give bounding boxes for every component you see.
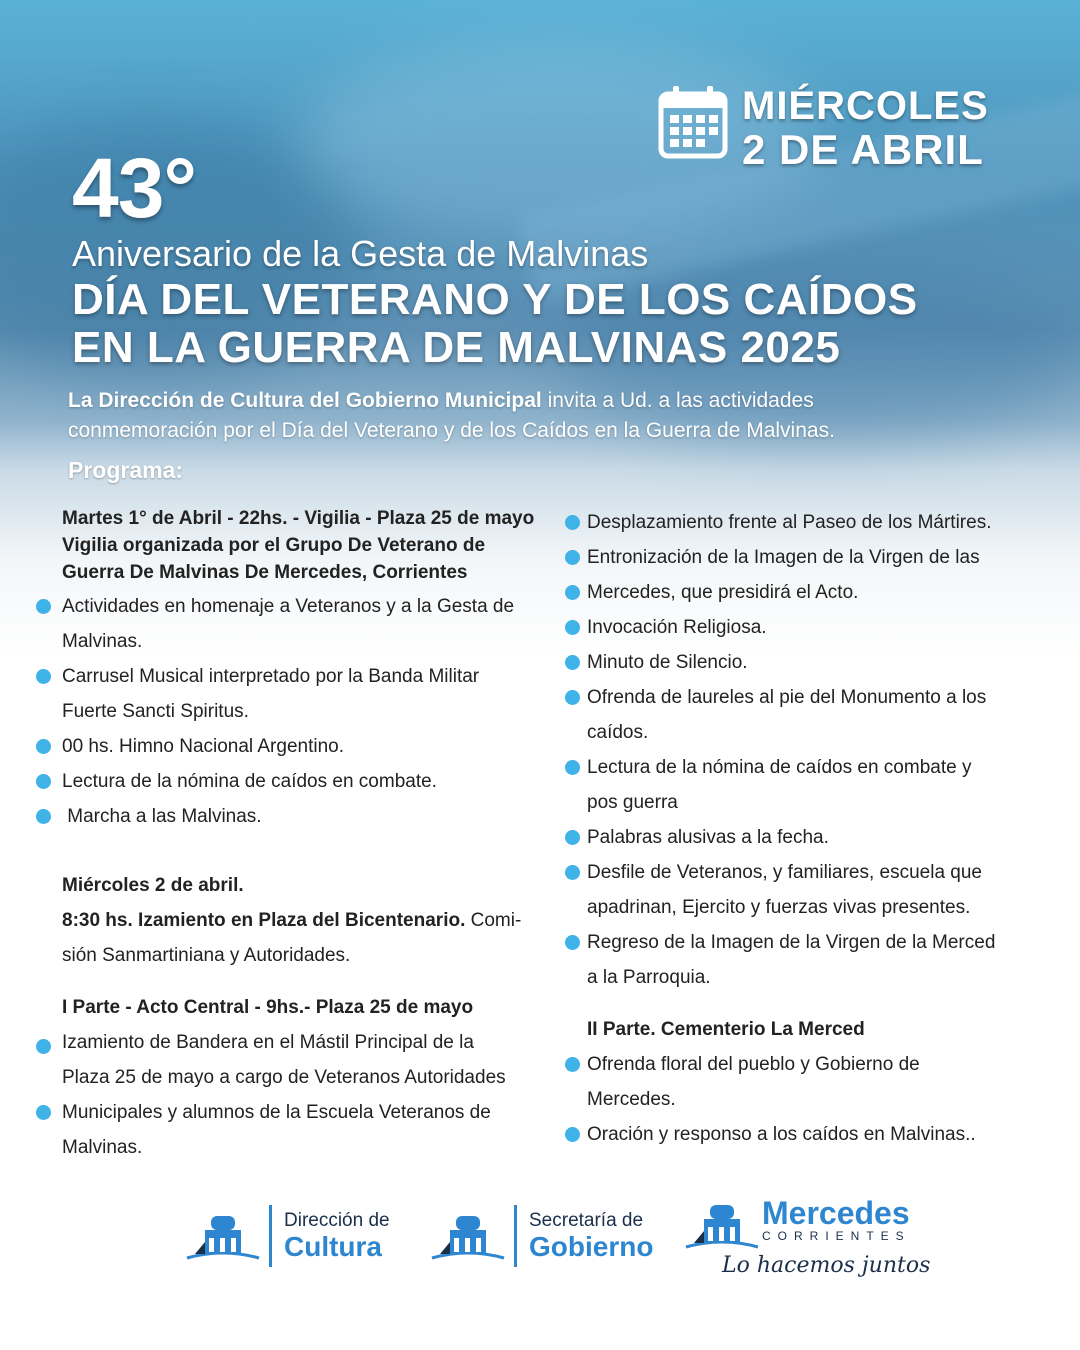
list-item-text: Palabras alusivas a la fecha. (587, 827, 829, 848)
list-item-text: Marcha a las Malvinas. (62, 806, 262, 827)
bullet-icon (36, 739, 51, 754)
bullet-icon (36, 1039, 51, 1054)
logo-text-small: Secretaría de (529, 1210, 644, 1231)
bullet-icon (36, 669, 51, 684)
date-day: 2 DE ABRIL (742, 126, 984, 173)
list-item-text: apadrinan, Ejercito y fuerzas vivas presentes. (587, 897, 971, 918)
list-item-text: Mercedes, que presidirá el Acto. (587, 582, 859, 603)
list-item (62, 1025, 562, 1095)
logo-text-big: Gobierno (529, 1231, 654, 1262)
list-item-text: Actividades en homenaje a Veteranos y a la Gesta de (62, 596, 515, 617)
divider (269, 1205, 272, 1267)
list-item-text: Entronización de la Imagen de la Virgen de las (587, 547, 980, 568)
bullet-icon (36, 599, 51, 614)
calendar-icon (658, 84, 728, 160)
bullet-icon (565, 1127, 580, 1142)
list-item (587, 575, 1047, 610)
bullet-icon (565, 1057, 580, 1072)
list-item-text: sión Sanmartiniana y Autoridades. (62, 945, 351, 966)
list-item-text: Ofrenda de laureles al pie del Monumento a los (587, 687, 987, 708)
bullet-icon (565, 655, 580, 670)
bullet-icon (565, 830, 580, 845)
bullet-icon (565, 865, 580, 880)
intro-text-line: invita a Ud. a las actividades (541, 389, 814, 412)
section-header (62, 505, 562, 586)
intro-organizer: La Dirección de Cultura del Gobierno Municipal (68, 389, 542, 412)
bullet-icon (565, 585, 580, 600)
list-item-text: Regreso de la Imagen de la Virgen de la Merced (587, 932, 996, 953)
subtitle: Aniversario de la Gesta de Malvinas (72, 233, 649, 274)
list-item-text: Desplazamiento frente al Paseo de los Mártires. (587, 512, 992, 533)
list-item (62, 903, 562, 973)
section-header: Miércoles 2 de abril. (62, 875, 244, 896)
bullet-icon (565, 550, 580, 565)
list-item (62, 729, 562, 764)
bullet-icon (565, 620, 580, 635)
anniversary-number: 43° (72, 141, 197, 235)
list-item-text: Municipales y alumnos de la Escuela Veteranos de (62, 1102, 491, 1123)
list-item (587, 1047, 1047, 1117)
list-item (587, 925, 1047, 995)
izamiento-time: 8:30 hs. Izamiento en Plaza del Bicentenario. (62, 910, 466, 931)
list-item-text: Desfile de Veteranos, y familiares, escuela que (587, 862, 982, 883)
logo-text-big: Cultura (284, 1231, 382, 1262)
list-item (62, 799, 562, 834)
list-item-text: Carrusel Musical interpretado por la Banda Militar (62, 666, 480, 687)
page-title (72, 276, 918, 372)
section-header-line: Guerra De Malvinas De Mercedes, Corrientes (62, 562, 468, 583)
list-item (62, 589, 562, 659)
list-item-text: pos guerra (587, 792, 678, 813)
logo-text-big: Mercedes (762, 1195, 910, 1231)
list-item-text: Izamiento de Bandera en el Mástil Principal de la (62, 1032, 474, 1053)
title-line: DÍA DEL VETERANO Y DE LOS CAÍDOS (72, 275, 918, 324)
building-icon (430, 1208, 506, 1264)
list-item (587, 505, 1047, 540)
bullet-icon (36, 1105, 51, 1120)
building-icon (185, 1208, 261, 1264)
list-item (62, 659, 562, 729)
event-date (658, 84, 989, 172)
bullet-icon (36, 774, 51, 789)
bullet-icon (565, 760, 580, 775)
list-item-text: Comi- (465, 910, 522, 931)
title-line: EN LA GUERRA DE MALVINAS 2025 (72, 323, 841, 372)
logo-text-small: Dirección de (284, 1210, 390, 1231)
list-item (587, 1117, 1047, 1152)
list-item-text: Lectura de la nómina de caídos en combate. (62, 771, 437, 792)
bullet-icon (565, 690, 580, 705)
list-item-text: a la Parroquia. (587, 967, 711, 988)
list-item (587, 680, 1047, 750)
program-heading: Programa: (68, 457, 184, 483)
list-item (587, 610, 1047, 645)
date-weekday: MIÉRCOLES (742, 84, 989, 128)
section-header: I Parte - Acto Central - 9hs.- Plaza 25 de mayo (62, 997, 474, 1018)
divider (514, 1205, 517, 1267)
slogan: Lo hacemos juntos (722, 1253, 931, 1278)
logo-cultura (185, 1205, 390, 1267)
list-item-text: Lectura de la nómina de caídos en combate y (587, 757, 972, 778)
program-right-column (587, 505, 1047, 1152)
intro-text-line: conmemoración por el Día del Veterano y de los Caídos en la Guerra de Malvinas. (68, 419, 835, 442)
list-item-text: Fuerte Sancti Spiritus. (62, 701, 249, 722)
building-icon (684, 1197, 760, 1253)
list-item-text: Malvinas. (62, 631, 143, 652)
section-header-line: Martes 1° de Abril - 22hs. - Vigilia - Plaza 25 de mayo (62, 508, 535, 529)
intro-text (68, 386, 1028, 446)
list-item-text: 00 hs. Himno Nacional Argentino. (62, 736, 344, 757)
logo-text-small: CORRIENTES (762, 1229, 911, 1243)
list-item-text: Minuto de Silencio. (587, 652, 748, 673)
list-item (587, 540, 1047, 575)
logo-mercedes (684, 1197, 911, 1253)
list-item (62, 1095, 562, 1165)
list-item-text: Ofrenda floral del pueblo y Gobierno de (587, 1054, 920, 1075)
bullet-icon (565, 935, 580, 950)
list-item-text: Oración y responso a los caídos en Malvinas.. (587, 1124, 976, 1145)
list-item (587, 855, 1047, 925)
list-item-text: Mercedes. (587, 1089, 676, 1110)
footer-logos (0, 1195, 1080, 1315)
section-header-line: Vigilia organizada por el Grupo De Veterano de (62, 535, 486, 556)
list-item (587, 750, 1047, 820)
list-item (587, 820, 1047, 855)
bullet-icon (565, 515, 580, 530)
list-item-text: Malvinas. (62, 1137, 143, 1158)
list-item (62, 764, 562, 799)
program-left-column (62, 505, 562, 1165)
bullet-icon (36, 809, 51, 824)
logo-gobierno (430, 1205, 653, 1267)
section-header: II Parte. Cementerio La Merced (587, 1019, 865, 1040)
list-item-text: Plaza 25 de mayo a cargo de Veteranos Autoridades (62, 1067, 506, 1088)
list-item (587, 645, 1047, 680)
list-item-text: caídos. (587, 722, 649, 743)
list-item-text: Invocación Religiosa. (587, 617, 767, 638)
